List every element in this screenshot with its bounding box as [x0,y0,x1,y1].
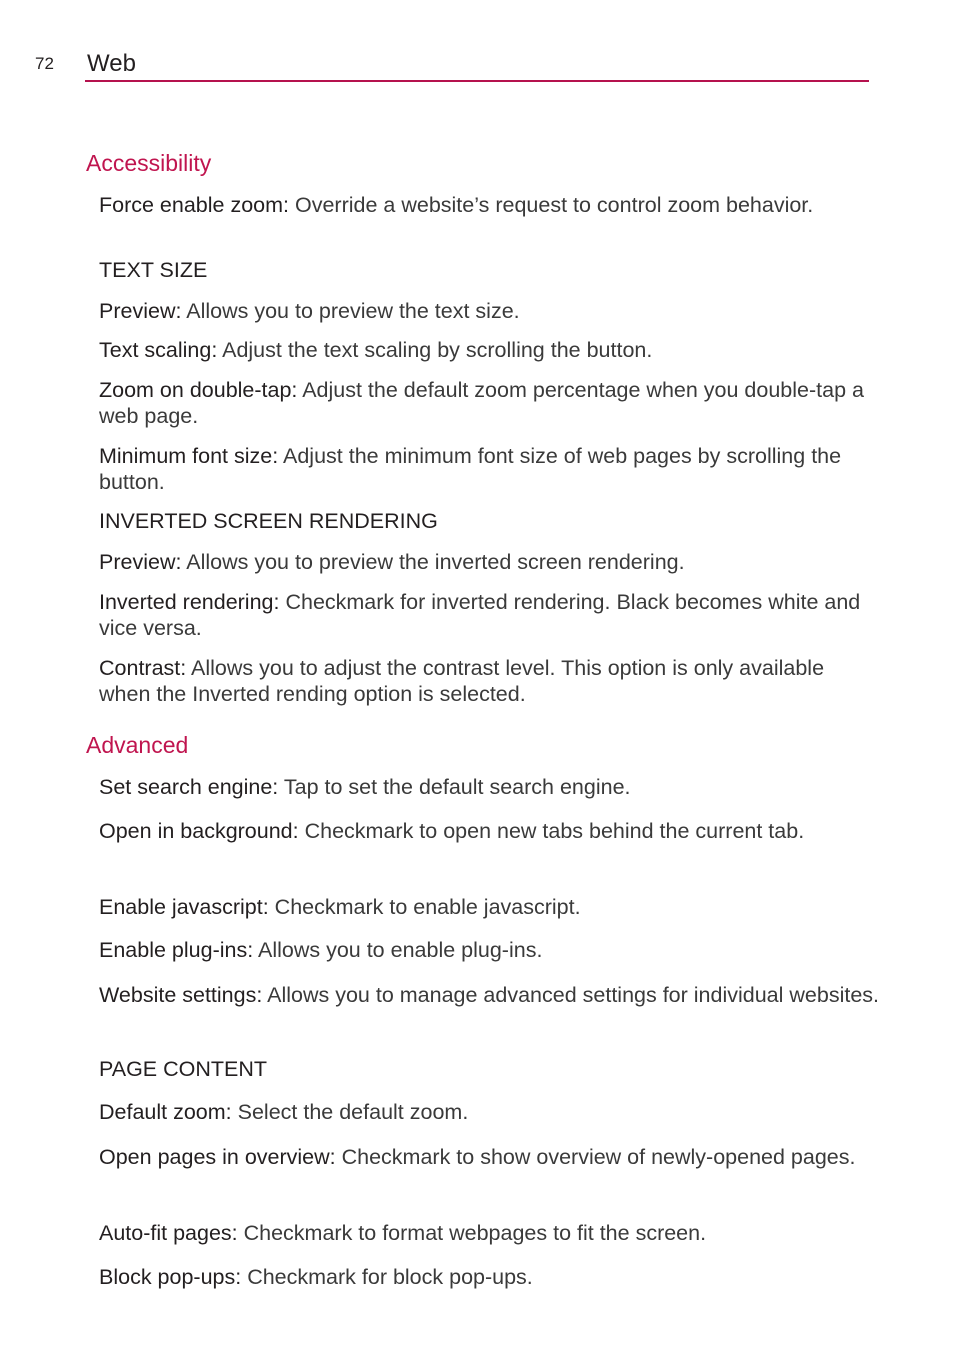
entry-term: Text scaling: [99,338,218,362]
entry-term: Open pages in overview: [99,1145,336,1169]
entry-term: Inverted rendering: [99,590,280,614]
entry-description: Checkmark for block pop-ups. [241,1265,533,1289]
entry-term: Minimum font size: [99,444,279,468]
entry-inverted-rendering [99,589,879,641]
entry-term: Block pop-ups: [99,1265,242,1289]
chapter-title: Web [87,50,136,77]
entry-term: Zoom on double-tap: [99,378,298,402]
section-heading-advanced: Advanced [86,732,189,758]
entry-enable-javascript [99,894,879,920]
entry-description: Adjust the minimum font size of web pages by scrolling the button. [99,444,842,494]
subheading-text-size: TEXT SIZE [99,258,208,282]
entry-term: Auto-fit pages: [99,1221,238,1245]
header-divider [85,80,869,82]
subheading-inverted-screen-rendering: INVERTED SCREEN RENDERING [99,509,438,533]
entry-block-popups [99,1264,879,1290]
section-heading-accessibility: Accessibility [86,150,212,176]
subheading-page-content: PAGE CONTENT [99,1057,268,1081]
entry-description: Select the default zoom. [231,1100,469,1124]
entry-term: Enable plug-ins: [99,938,254,962]
entry-preview-text-size [99,298,879,324]
entry-website-settings [99,980,879,1011]
entry-enable-plugins [99,937,879,963]
entry-term: Preview: [99,550,182,574]
entry-contrast [99,655,879,707]
entry-text-scaling [99,337,879,363]
entry-auto-fit-pages [99,1220,879,1246]
entry-description: Checkmark for inverted rendering. Black becomes white and vice versa. [99,590,861,640]
entry-description: Tap to set the default search engine. [278,775,631,799]
entry-description: Checkmark to enable javascript. [268,895,581,919]
entry-description: Allows you to enable plug-ins. [253,938,543,962]
entry-description: Override a website’s request to control zoom behavior. [289,193,814,217]
entry-description: Checkmark to show overview of newly-opened pages. [335,1145,856,1169]
entry-description: Allows you to manage advanced settings for individual websites. [262,983,880,1007]
entry-description: Checkmark to format webpages to fit the screen. [237,1221,707,1245]
entry-zoom-double-tap [99,377,879,429]
entry-description: Allows you to preview the text size. [181,299,520,323]
entry-open-in-background [99,816,879,847]
entry-open-pages-overview [99,1142,879,1173]
page-number: 72 [35,54,54,73]
entry-term: Enable javascript: [99,895,269,919]
entry-description: Adjust the text scaling by scrolling the button. [217,338,653,362]
entry-description: Allows you to adjust the contrast level. This option is only available when the Inverted rending option is selected. [99,656,825,706]
entry-term: Open in background: [99,819,299,843]
entry-term: Default zoom: [99,1100,232,1124]
entry-set-search-engine [99,774,879,800]
entry-description: Allows you to preview the inverted screen rendering. [181,550,685,574]
entry-force-enable-zoom [99,192,879,218]
entry-term: Contrast: [99,656,187,680]
entry-minimum-font-size [99,443,879,495]
entry-preview-inverted [99,549,879,575]
entry-description: Checkmark to open new tabs behind the current tab. [298,819,805,843]
entry-description: Adjust the default zoom percentage when you double-tap a web page. [99,378,864,428]
page-header [0,0,954,90]
entry-term: Website settings: [99,983,263,1007]
entry-term: Force enable zoom: [99,193,290,217]
entry-term: Set search engine: [99,775,279,799]
entry-default-zoom [99,1099,879,1125]
entry-term: Preview: [99,299,182,323]
